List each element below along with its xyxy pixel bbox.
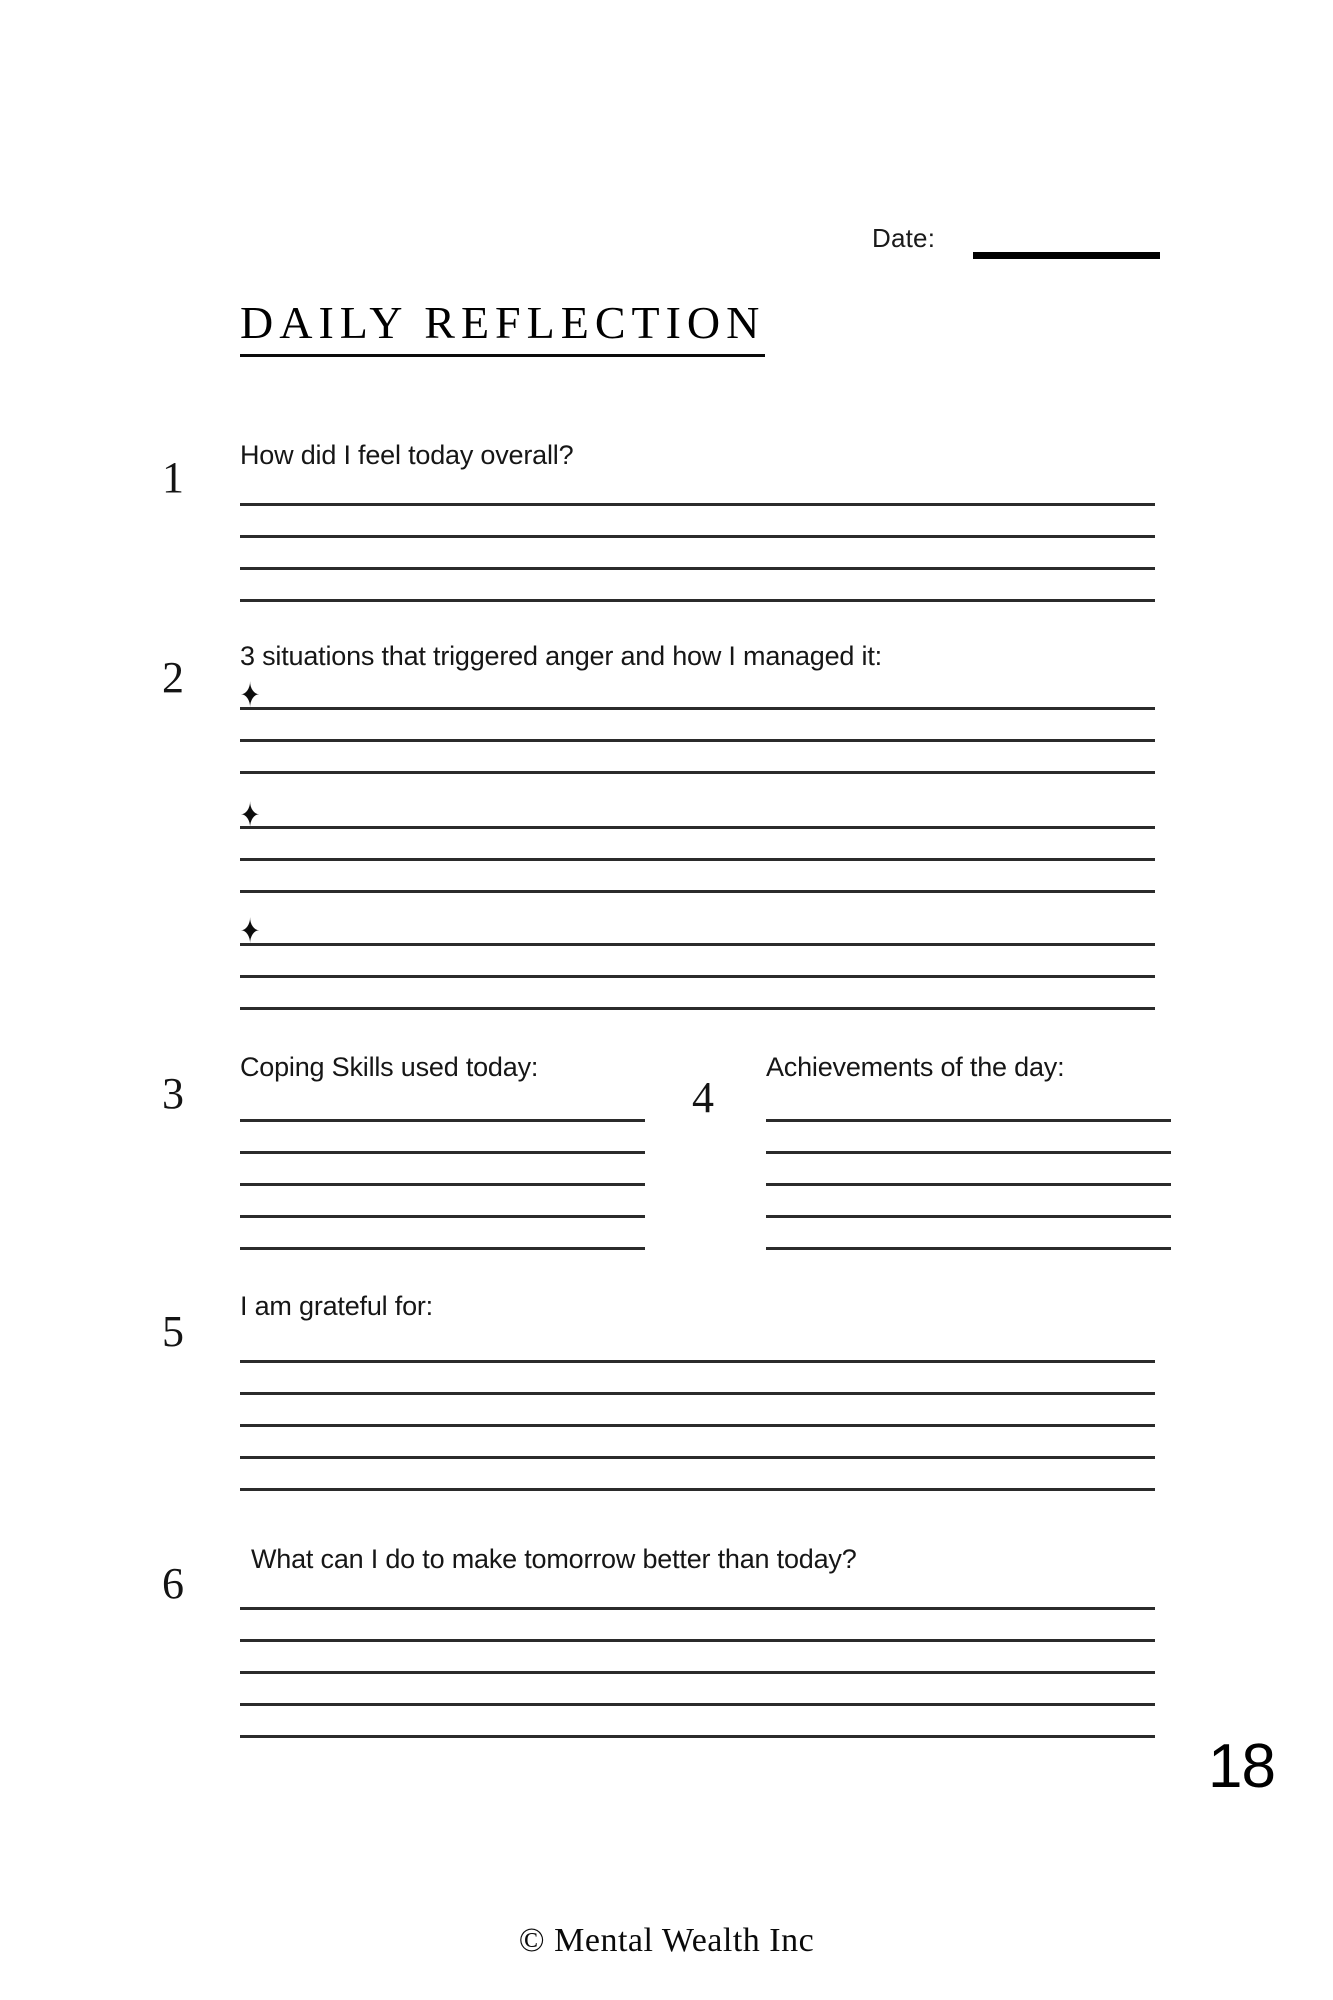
writing-line xyxy=(240,1488,1155,1491)
writing-line xyxy=(240,771,1155,774)
section-question-2: 3 situations that triggered anger and how I managed it: xyxy=(240,641,882,671)
footer-text: © Mental Wealth Inc xyxy=(518,1922,815,1959)
section-number-4: 4 xyxy=(692,1073,714,1122)
writing-line xyxy=(240,1671,1155,1674)
writing-line xyxy=(240,1215,645,1218)
page-title: DAILY REFLECTION xyxy=(240,300,765,357)
writing-line xyxy=(240,503,1155,506)
section-question-1: How did I feel today overall? xyxy=(240,440,574,470)
writing-line xyxy=(240,707,1155,710)
writing-line xyxy=(240,739,1155,742)
section-number-2: 2 xyxy=(162,653,184,702)
writing-line xyxy=(766,1119,1171,1122)
writing-line xyxy=(240,1735,1155,1738)
writing-line xyxy=(240,599,1155,602)
section-number-3: 3 xyxy=(162,1069,184,1118)
writing-line xyxy=(240,1424,1155,1427)
section-number-6: 6 xyxy=(162,1559,184,1608)
writing-lines-section-4 xyxy=(766,1119,1171,1250)
writing-line xyxy=(240,1247,645,1250)
section-question-5: I am grateful for: xyxy=(240,1291,433,1321)
writing-line xyxy=(240,1151,645,1154)
section-question-3: Coping Skills used today: xyxy=(240,1052,539,1082)
sparkle-bullet-icon: ✦ xyxy=(240,675,261,716)
writing-line xyxy=(766,1215,1171,1218)
section-question-6: What can I do to make tomorrow better than today? xyxy=(251,1544,857,1574)
writing-line xyxy=(766,1183,1171,1186)
writing-line xyxy=(240,1007,1155,1010)
date-fill-line xyxy=(973,252,1160,259)
writing-line xyxy=(240,1183,645,1186)
page-number: 18 xyxy=(1208,1732,1275,1801)
writing-lines-section-1 xyxy=(240,503,1155,602)
writing-line xyxy=(240,975,1155,978)
writing-line xyxy=(240,858,1155,861)
writing-line xyxy=(240,1119,645,1122)
writing-line xyxy=(240,1360,1155,1363)
writing-line xyxy=(240,890,1155,893)
writing-line xyxy=(240,1703,1155,1706)
writing-lines-section-2-group-1 xyxy=(240,707,1155,774)
writing-line xyxy=(240,1456,1155,1459)
writing-line xyxy=(240,1639,1155,1642)
writing-line xyxy=(240,943,1155,946)
writing-line xyxy=(240,567,1155,570)
writing-line xyxy=(766,1247,1171,1250)
sparkle-bullet-icon: ✦ xyxy=(240,795,261,836)
section-question-4: Achievements of the day: xyxy=(766,1052,1065,1082)
sparkle-bullet-icon: ✦ xyxy=(240,911,261,952)
writing-line xyxy=(240,826,1155,829)
writing-line xyxy=(240,535,1155,538)
section-number-5: 5 xyxy=(162,1307,184,1356)
date-label: Date: xyxy=(872,223,936,253)
writing-lines-section-5 xyxy=(240,1360,1155,1491)
writing-line xyxy=(240,1392,1155,1395)
section-number-1: 1 xyxy=(162,453,184,502)
writing-lines-section-2-group-2 xyxy=(240,826,1155,893)
writing-line xyxy=(240,1607,1155,1610)
writing-lines-section-3 xyxy=(240,1119,645,1250)
writing-lines-section-2-group-3 xyxy=(240,943,1155,1010)
writing-line xyxy=(766,1151,1171,1154)
writing-lines-section-6 xyxy=(240,1607,1155,1738)
